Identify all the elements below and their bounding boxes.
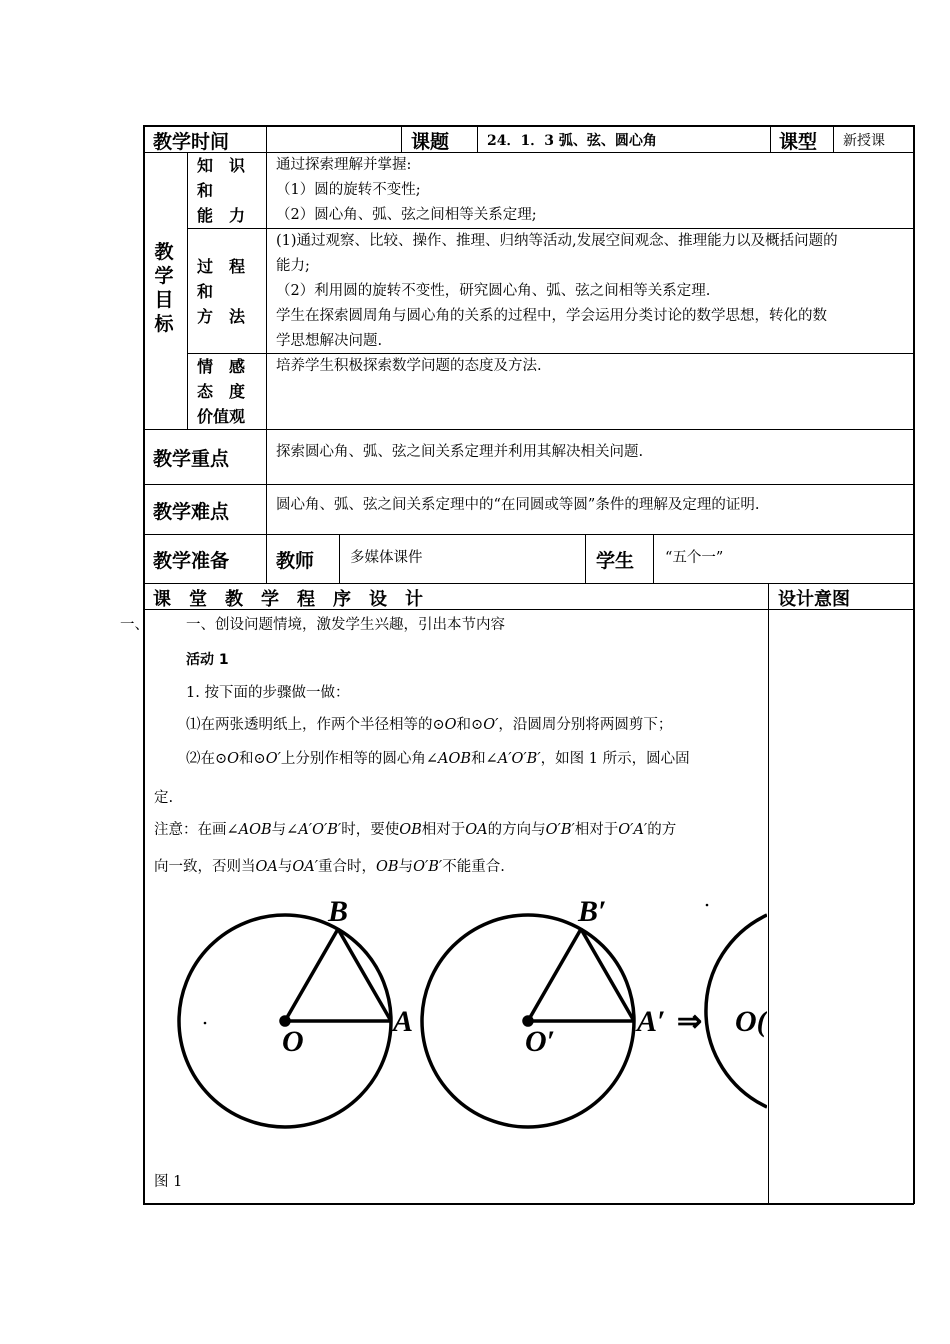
table-line xyxy=(477,125,478,153)
lesson-type-value: 新授课 xyxy=(843,133,885,149)
item-2-cont: 定. xyxy=(154,790,174,806)
figure-1 xyxy=(145,885,767,1175)
table-line xyxy=(770,125,771,153)
teacher-value: 多媒体课件 xyxy=(350,550,423,566)
table-line xyxy=(143,583,914,584)
radius-ob xyxy=(285,929,338,1021)
item-2: ⑵在⊙O和⊙O′上分别作相等的圆心角∠AOB和∠A′O′B′，如图 1 所示，圆心固 xyxy=(186,751,690,767)
teacher-label: 教师 xyxy=(276,550,315,572)
label-o-combined: O( xyxy=(735,1005,767,1038)
center-o-prime-dot xyxy=(524,1017,532,1025)
topic-value: 24．1．3 弧、弦、圆心角 xyxy=(487,133,657,149)
design-header: 课 堂 教 学 程 序 设 计 xyxy=(153,589,423,610)
table-line xyxy=(768,583,769,1204)
table-line xyxy=(339,534,340,584)
difficulty-label: 教学难点 xyxy=(153,501,230,523)
process-label: 过 程 和 方 法 xyxy=(197,257,246,326)
arrow-implies: ⇒ xyxy=(677,1005,703,1038)
table-border-right xyxy=(913,125,915,1204)
section-title: 一、创设问题情境，激发学生兴趣，引出本节内容 xyxy=(186,617,505,633)
stray-dot xyxy=(204,1022,207,1025)
table-line xyxy=(585,534,586,584)
activity-label: 活动 1 xyxy=(186,652,229,668)
figure-caption: 图 1 xyxy=(154,1174,183,1190)
chord-ab xyxy=(338,929,391,1021)
table-line xyxy=(187,152,188,430)
label-o: O xyxy=(282,1025,304,1058)
attitude-text: 培养学生积极探索数学问题的态度及方法. xyxy=(276,358,542,374)
student-label: 学生 xyxy=(596,550,635,572)
item-1: ⑴在两张透明纸上，作两个半径相等的⊙O和⊙O′，沿圆周分别将两圆剪下； xyxy=(186,717,673,733)
preparation-label: 教学准备 xyxy=(153,550,230,572)
table-line xyxy=(653,534,654,584)
student-value: “五个一” xyxy=(665,550,724,566)
table-line xyxy=(833,125,834,153)
key-point-label: 教学重点 xyxy=(153,448,230,470)
label-b: B xyxy=(328,895,349,928)
table-line xyxy=(401,125,402,153)
difficulty-text: 圆心角、弧、弦之间关系定理中的“在同圆或等圆”条件的理解及定理的证明. xyxy=(276,497,760,513)
key-point-text: 探索圆心角、弧、弦之间关系定理并利用其解决相关问题. xyxy=(276,444,644,460)
chord-ab-prime xyxy=(581,929,634,1021)
note-line-1: 注意：在画∠AOB与∠A′O′B′时，要使OB相对于OA的方向与O′B′相对于O′A′的方 xyxy=(154,822,677,838)
table-line xyxy=(266,152,267,584)
label-a-prime: A′ xyxy=(637,1005,666,1038)
label-b-prime: B′ xyxy=(578,895,607,928)
note-line-2: 向一致，否则当OA与OA′重合时，OB与O′B′不能重合. xyxy=(154,859,505,875)
label-o-prime: O′ xyxy=(525,1025,556,1058)
table-line xyxy=(143,429,914,430)
intent-header: 设计意图 xyxy=(778,589,850,610)
table-border-bottom xyxy=(143,1203,914,1205)
center-o-dot xyxy=(281,1017,289,1025)
knowledge-text: 通过探索理解并掌握: （1）圆的旋转不变性; （2）圆心角、弧、弦之间相等关系定理; xyxy=(276,157,537,223)
radius-ob-prime xyxy=(528,929,581,1021)
teaching-time-label: 教学时间 xyxy=(153,131,230,153)
process-text: (1)通过观察、比较、操作、推理、归纳等活动,发展空间观念、推理能力以及概括问题的 能力; （2）利用圆的旋转不变性，研究圆心角、弧、弦之间相等关系定理. 学生在探索圆周角与圆心角的关系的过程中，学会运用分类讨论的数学思想，转化的数 学思想解决问题. xyxy=(276,233,838,349)
table-line xyxy=(143,534,914,535)
label-a: A xyxy=(393,1005,414,1038)
step-text: 1. 按下面的步骤做一做： xyxy=(186,685,350,701)
objectives-label: 教 学 目 标 xyxy=(154,241,174,335)
stray-dot xyxy=(706,904,709,907)
topic-label: 课题 xyxy=(411,131,450,153)
table-line xyxy=(143,484,914,485)
table-line xyxy=(266,125,267,153)
knowledge-label: 知 识 和 能 力 xyxy=(197,156,246,225)
attitude-label: 情 感 态 度 价值观 xyxy=(197,357,246,426)
lesson-type-label: 课型 xyxy=(779,131,818,153)
margin-mark: 一、 xyxy=(120,617,149,633)
